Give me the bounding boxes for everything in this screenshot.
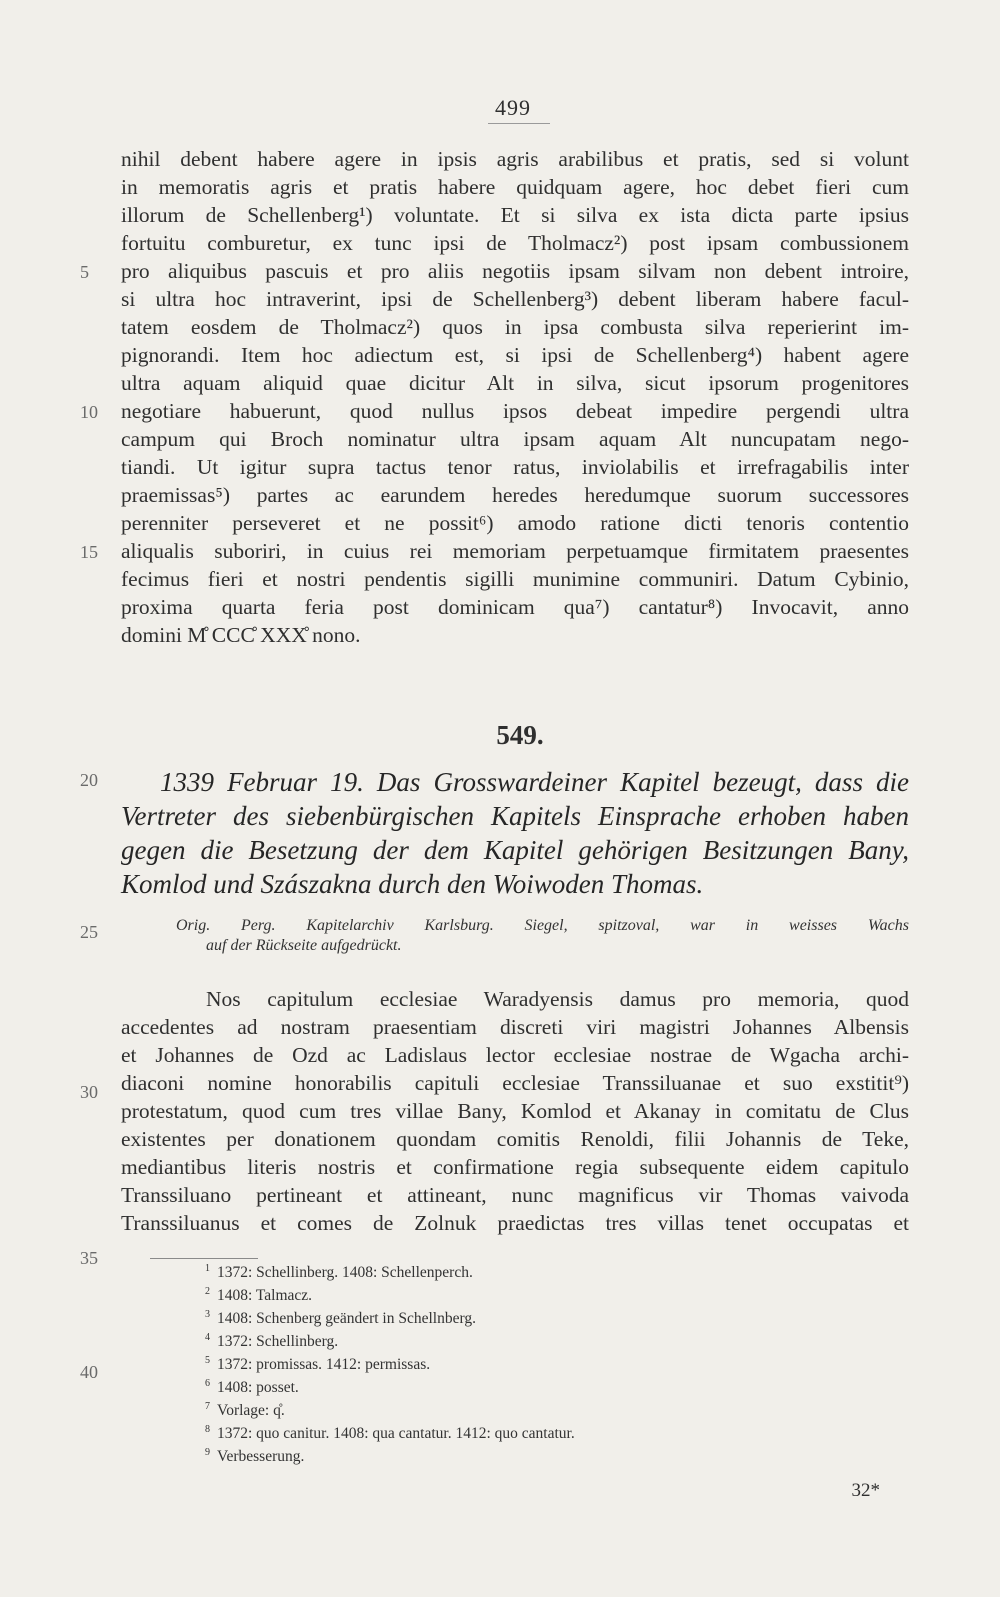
source-line: auf der Rückseite aufgedrückt.: [206, 937, 402, 954]
line-number: 40: [80, 1362, 98, 1382]
footnote-text: 1372: Schellinberg. 1408: Schellenperch.: [217, 1264, 473, 1281]
page-number-rule: [488, 123, 550, 124]
footnote-text: 1372: quo canitur. 1408: qua cantatur. 1412: quo cantatur.: [217, 1425, 575, 1442]
footnote: $^2$ 1408: Talmacz.: [205, 1286, 313, 1304]
regest-line: Vertreter des siebenbürgischen Kapitels Einsprache erhoben haben: [121, 801, 909, 831]
text-line: Nos capitulum ecclesiae Waradyensis damus pro memoria, quod: [206, 987, 909, 1011]
text-line: accedentes ad nostram praesentiam discreti viri magistri Johannes Albensis: [121, 1015, 909, 1039]
footnote-rule: [150, 1258, 258, 1259]
text-line: nihil debent habere agere in ipsis agris arabilibus et pratis, sed si volunt: [121, 147, 909, 171]
text-line: mediantibus literis nostris et confirmatione regia subsequente eidem capitulo: [121, 1155, 909, 1179]
line-number: 20: [80, 770, 98, 790]
line-number: 10: [80, 402, 98, 422]
text-line: praemissas⁵) partes ac earundem heredes heredumque suorum successores: [121, 483, 909, 507]
text-line: campum qui Broch nominatur ultra ipsam aquam Alt nuncupatam nego-: [121, 427, 909, 451]
document-number: 549.: [496, 720, 544, 750]
source-line: Orig. Perg. Kapitelarchiv Karlsburg. Siegel, spitzoval, war in weisses Wachs: [176, 917, 909, 934]
regest-line: gegen die Besetzung der dem Kapitel gehörigen Besitzungen Bany,: [121, 835, 909, 865]
line-number: 35: [80, 1248, 98, 1268]
footnote-text: Verbesserung.: [217, 1448, 305, 1465]
text-line: pro aliquibus pascuis et pro aliis negotiis ipsam silvam non debent introire,: [121, 259, 909, 283]
text-line: domini M̊ CCC̊ XXX̊ nono.: [121, 623, 361, 647]
text-line: ultra aquam aliquid quae dicitur Alt in silva, sicut ipsorum progenitores: [121, 371, 909, 395]
text-line: tiandi. Ut igitur supra tactus tenor ratus, inviolabilis et irrefragabilis inter: [121, 455, 909, 479]
footnote: $^4$ 1372: Schellinberg.: [205, 1332, 339, 1350]
text-line: aliqualis suboriri, in cuius rei memoriam perpetuamque firmitatem praesentes: [121, 539, 909, 563]
printer-signature: 32*: [851, 1480, 880, 1501]
text-line: negotiare habuerunt, quod nullus ipsos debeat impedire pergendi ultra: [121, 399, 909, 423]
footnote: $^9$ Verbesserung.: [205, 1447, 305, 1465]
footnote-text: 1372: Schellinberg.: [217, 1333, 339, 1350]
regest-line: 1339 Februar 19. Das Grosswardeiner Kapitel bezeugt, dass die: [160, 767, 909, 797]
footnote-text: 1408: Talmacz.: [217, 1287, 313, 1304]
line-number: 30: [80, 1082, 98, 1102]
text-line: pignorandi. Item hoc adiectum est, si ipsi de Schellenberg⁴) habent agere: [121, 343, 909, 367]
text-line: fecimus fieri et nostri pendentis sigilli munimine communiri. Datum Cybinio,: [121, 567, 909, 591]
footnote: $^3$ 1408: Schenberg geändert in Schellnberg.: [205, 1309, 476, 1327]
regest-line: Komlod und Szászakna durch den Woiwoden Thomas.: [121, 869, 704, 899]
text-line: si ultra hoc intraverint, ipsi de Schellenberg³) debent liberam habere facul-: [121, 287, 909, 311]
text-line: illorum de Schellenberg¹) voluntate. Et si silva ex ista dicta parte ipsius: [121, 203, 909, 227]
line-number: 15: [80, 542, 98, 562]
text-line: in memoratis agris et pratis habere quidquam agere, hoc debet fieri cum: [121, 175, 909, 199]
footnote: $^7$ Vorlage: q̊.: [205, 1401, 285, 1419]
text-line: diaconi nomine honorabilis capituli ecclesiae Transsiluanae et suo exstitit⁹): [121, 1071, 909, 1095]
footnote-text: 1372: promissas. 1412: permissas.: [217, 1356, 431, 1373]
footnote-text: 1408: posset.: [217, 1379, 299, 1396]
line-number: 5: [80, 262, 89, 282]
text-line: fortuitu comburetur, ex tunc ipsi de Tholmacz²) post ipsam combussionem: [121, 231, 909, 255]
footnote-text: Vorlage: q̊.: [217, 1402, 285, 1419]
text-line: perenniter perseveret et ne possit⁶) amodo ratione dicti tenoris contentio: [121, 511, 909, 535]
footnote: $^1$ 1372: Schellinberg. 1408: Schellenperch.: [205, 1263, 473, 1281]
text-line: proxima quarta feria post dominicam qua⁷) cantatur⁸) Invocavit, anno: [121, 595, 909, 619]
footnote: $^8$ 1372: quo canitur. 1408: qua cantatur. 1412: quo cantatur.: [205, 1424, 575, 1442]
footnote-text: 1408: Schenberg geändert in Schellnberg.: [217, 1310, 476, 1327]
text-line: protestatum, quod cum tres villae Bany, Komlod et Akanay in comitatu de Clus: [121, 1099, 909, 1123]
text-line: Transsiluano pertineant et attineant, nunc magnificus vir Thomas vaivoda: [121, 1183, 909, 1207]
footnote: $^6$ 1408: posset.: [205, 1378, 299, 1396]
footnote: $^5$ 1372: promissas. 1412: permissas.: [205, 1355, 431, 1373]
text-line: Transsiluanus et comes de Zolnuk praedictas tres villas tenet occupatas et: [121, 1211, 909, 1235]
text-line: tatem eosdem de Tholmacz²) quos in ipsa combusta silva reperierint im-: [121, 315, 909, 339]
page-number: 499: [495, 95, 531, 120]
text-line: existentes per donationem quondam comitis Renoldi, filii Johannis de Teke,: [121, 1127, 909, 1151]
line-number: 25: [80, 922, 98, 942]
text-line: et Johannes de Ozd ac Ladislaus lector ecclesiae nostrae de Wgacha archi-: [121, 1043, 909, 1067]
